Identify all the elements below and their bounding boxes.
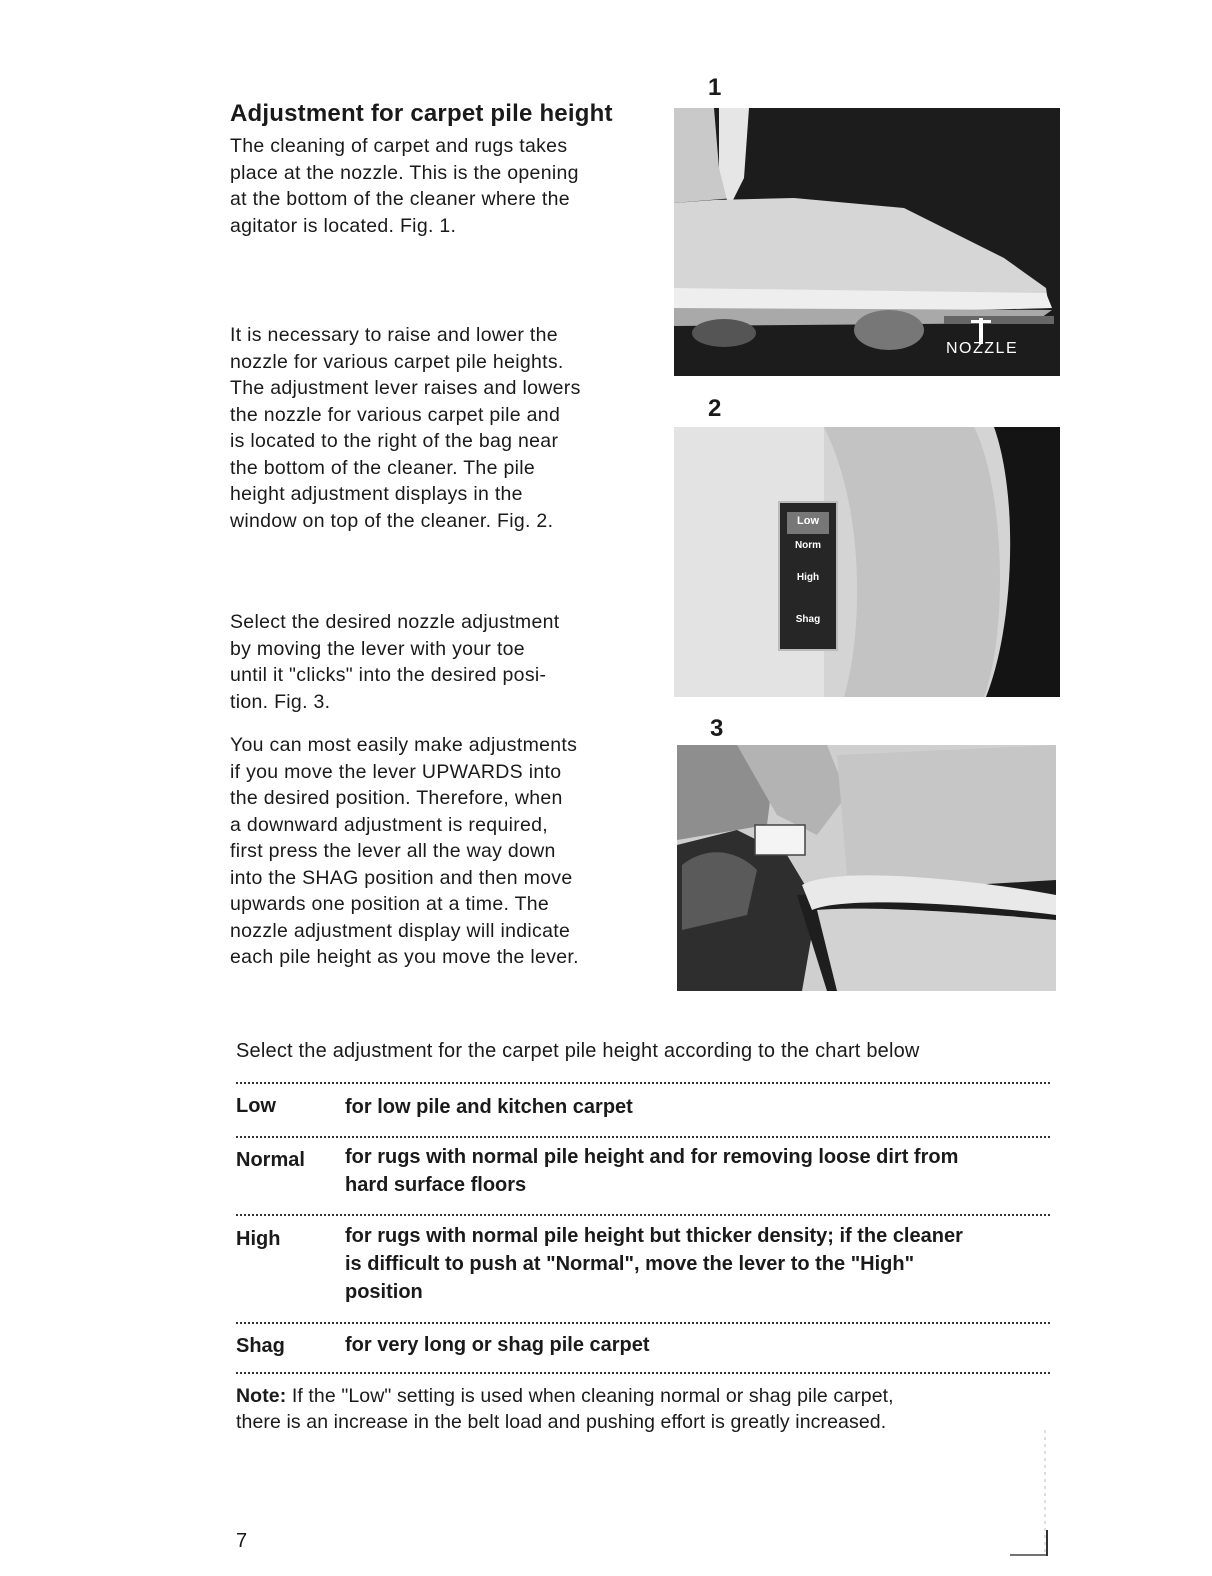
text-line: The cleaning of carpet and rugs takes — [230, 135, 568, 157]
text-line: agitator is located. Fig. 1. — [230, 214, 457, 237]
text-line: the nozzle for various carpet pile and — [230, 403, 561, 426]
figure-3-photo — [677, 745, 1056, 991]
text-line: if you move the lever UPWARDS into — [230, 760, 562, 783]
window-label-high: High — [796, 572, 820, 583]
setting-description-low — [345, 1093, 1060, 1121]
setting-label-low: Low — [236, 1095, 276, 1117]
text-line: the desired position. Therefore, when — [230, 787, 563, 809]
page-title: Adjustment for carpet pile height — [230, 100, 613, 127]
text-line: position — [345, 1281, 423, 1303]
text-line: nozzle for various carpet pile heights. — [230, 350, 564, 373]
dotted-divider — [236, 1214, 1050, 1216]
text-line: You can most easily make adjustments — [230, 734, 578, 756]
text-line: a downward adjustment is required, — [230, 813, 549, 836]
text-line: Select the desired nozzle adjustment — [230, 611, 560, 633]
scan-margin-mark — [1000, 1430, 1060, 1560]
text-line: first press the lever all the way down — [230, 840, 556, 862]
pile-height-window-illustration — [674, 427, 1060, 697]
setting-label-shag: Shag — [236, 1335, 285, 1357]
paragraph-select-adjustment — [230, 609, 559, 715]
text-line: The adjustment lever raises and lowers — [230, 377, 581, 399]
paragraph-adjustment-lever — [230, 322, 581, 534]
setting-label-high: High — [236, 1228, 281, 1250]
text-line: for very long or shag pile carpet — [345, 1334, 650, 1356]
dotted-divider — [236, 1322, 1050, 1324]
lever-toe-illustration — [677, 745, 1056, 991]
window-label-shag: Shag — [795, 614, 821, 625]
text-line: tion. Fig. 3. — [230, 690, 331, 713]
text-line: hard surface floors — [345, 1174, 527, 1196]
text-line: into the SHAG position and then move — [230, 866, 573, 889]
text-line: nozzle adjustment display will indicate — [230, 919, 571, 942]
paragraph-nozzle-intro — [230, 133, 579, 239]
note-paragraph — [236, 1383, 1066, 1435]
figure-2-number: 2 — [708, 395, 722, 422]
text-line: is located to the right of the bag near — [230, 430, 559, 452]
text-line: by moving the lever with your toe — [230, 637, 525, 660]
text-line: upwards one position at a time. The — [230, 893, 550, 915]
nozzle-callout-label: NOZZLE — [946, 340, 1019, 357]
dotted-divider — [236, 1082, 1050, 1084]
text-line: each pile height as you move the lever. — [230, 946, 579, 968]
dotted-divider — [236, 1372, 1050, 1374]
text-line: there is an increase in the belt load and pushing effort is greatly increased. — [236, 1411, 887, 1433]
figure-1-number: 1 — [708, 74, 722, 101]
text-line: at the bottom of the cleaner where the — [230, 188, 570, 210]
figure-1-photo — [674, 108, 1060, 376]
text-line: for rugs with normal pile height but thicker density; if the cleaner — [345, 1225, 963, 1247]
setting-description-normal — [345, 1143, 1060, 1199]
figure-2-photo — [674, 427, 1060, 697]
text-line: It is necessary to raise and lower the — [230, 324, 558, 346]
vacuum-nozzle-illustration — [674, 108, 1060, 376]
setting-label-normal: Normal — [236, 1149, 305, 1171]
setting-description-high — [345, 1222, 1060, 1306]
text-line: until it "clicks" into the desired posi- — [230, 664, 547, 686]
text-line: the bottom of the cleaner. The pile — [230, 456, 535, 479]
window-label-norm: Norm — [794, 540, 822, 551]
setting-description-shag — [345, 1331, 1060, 1359]
figure-3-number: 3 — [710, 715, 724, 742]
text-line: height adjustment displays in the — [230, 483, 523, 505]
note-label: Note: — [236, 1385, 287, 1407]
text-line: place at the nozzle. This is the opening — [230, 161, 579, 184]
chart-intro: Select the adjustment for the carpet pile height according to the chart below — [236, 1040, 920, 1062]
note-text: If the "Low" setting is used when cleaning normal or shag pile carpet, — [286, 1385, 894, 1407]
text-line: for low pile and kitchen carpet — [345, 1096, 633, 1118]
text-line: window on top of the cleaner. Fig. 2. — [230, 509, 554, 532]
paragraph-upwards-adjustment — [230, 732, 579, 971]
page-number: 7 — [236, 1530, 248, 1552]
text-line: is difficult to push at "Normal", move the lever to the "High" — [345, 1253, 915, 1275]
window-label-low: Low — [797, 515, 819, 527]
text-line — [236, 1383, 1066, 1409]
text-line: for rugs with normal pile height and for removing loose dirt from — [345, 1146, 959, 1168]
dotted-divider — [236, 1136, 1050, 1138]
